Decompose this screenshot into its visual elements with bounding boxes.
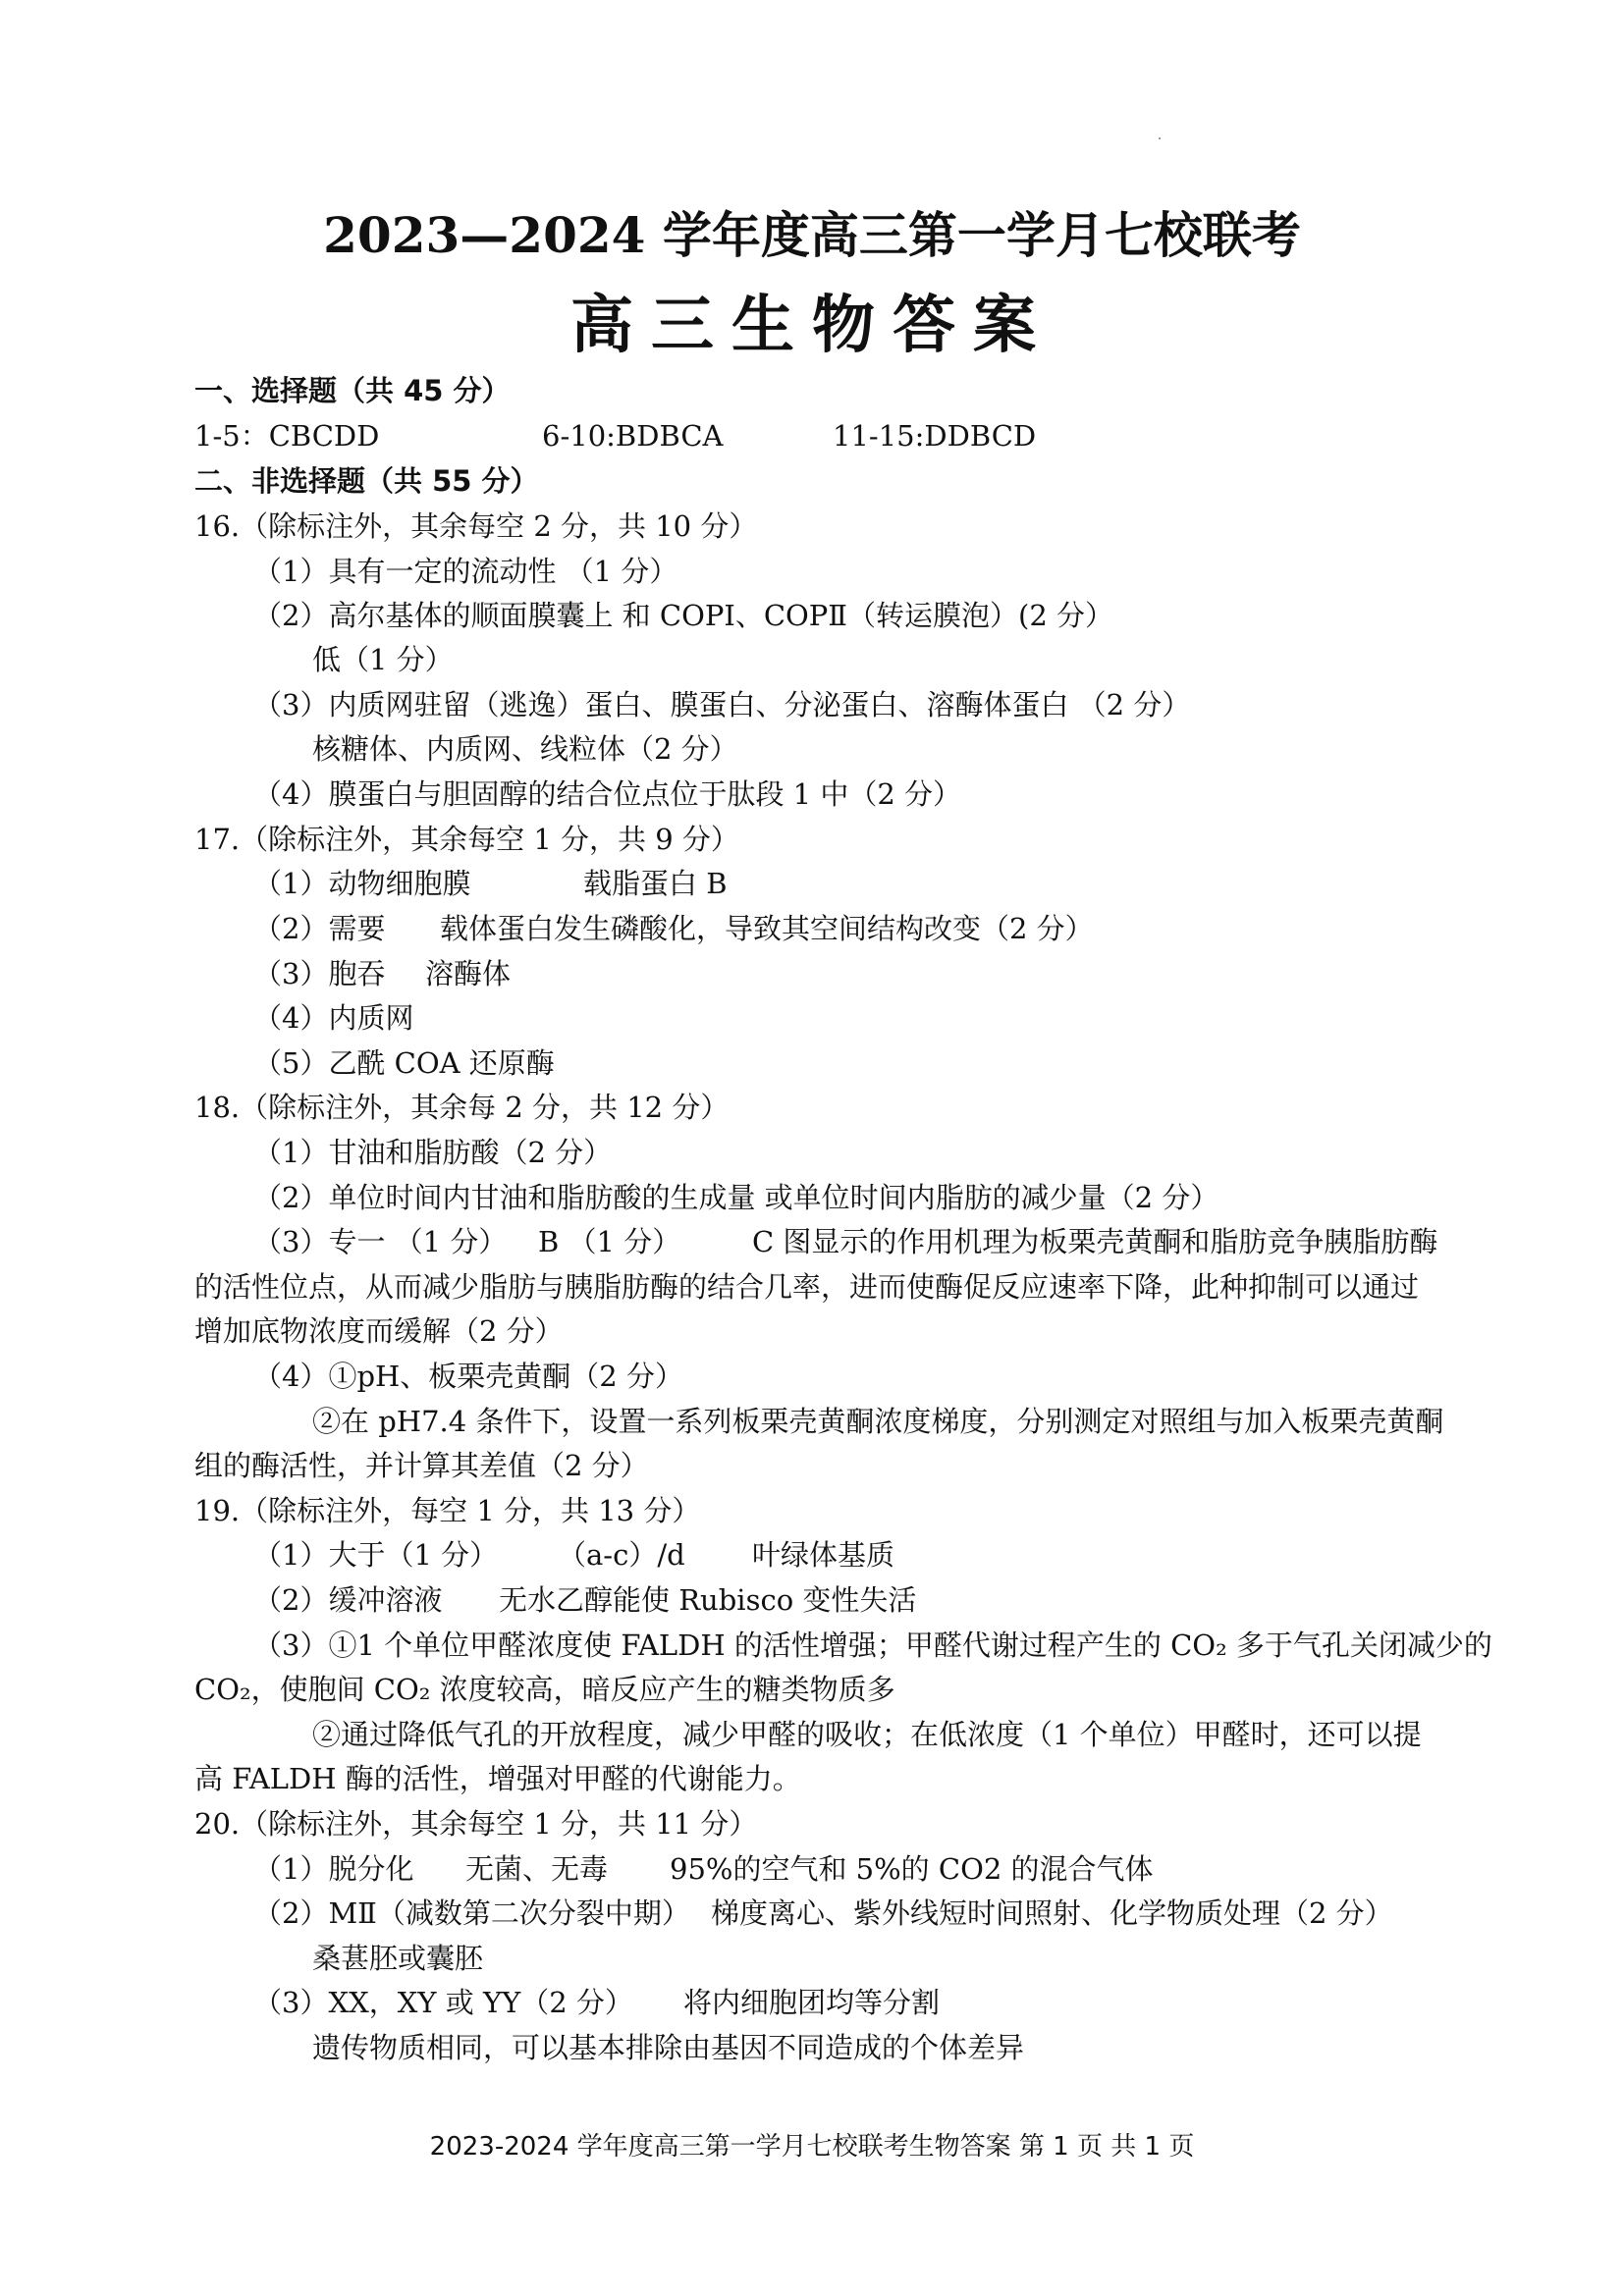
- q18-answer-2: （2）单位时间内甘油和脂肪酸的生成量 或单位时间内脂肪的减少量（2 分）: [253, 1181, 1219, 1214]
- q17-answer-5: （5）乙酰 COA 还原酶: [253, 1046, 555, 1080]
- q18-answer-3-part3: C 图显示的作用机理为板栗壳黄酮和脂肪竞争胰脂肪酶: [752, 1225, 1438, 1258]
- q18-answer-3-part1: （3）专一 （1 分）: [253, 1225, 508, 1258]
- q17-answer-1-value: 载脂蛋白 B: [583, 867, 728, 900]
- q19-answer-3-line4: 高 FALDH 酶的活性，增强对甲醛的代谢能力。: [194, 1762, 801, 1795]
- q19-answer-1-part2: （a-c）/d: [558, 1538, 685, 1572]
- part2-heading: 二、非选择题（共 55 分）: [194, 464, 539, 498]
- q16-heading: 16.（除标注外，其余每空 2 分，共 10 分）: [194, 509, 758, 543]
- q19-answer-3-line2: CO₂，使胞间 CO₂ 浓度较高，暗反应产生的糖类物质多: [194, 1673, 895, 1706]
- q18-answer-4-2: ②在 pH7.4 条件下，设置一系列板栗壳黄酮浓度梯度，分别测定对照组与加入板栗壳黄酮: [312, 1405, 1444, 1438]
- q20-answer-3: [253, 1983, 1432, 2022]
- q20-heading: 20.（除标注外，其余每空 1 分，共 11 分）: [194, 1807, 758, 1841]
- q17-answer-3: [253, 954, 1432, 993]
- q19-heading: 19.（除标注外，每空 1 分，共 13 分）: [194, 1494, 701, 1527]
- q20-answer-3b: 遗传物质相同，可以基本排除由基因不同造成的个体差异: [312, 2031, 1025, 2064]
- q20-answer-3-part1: （3）XX，XY 或 YY（2 分）: [253, 1986, 633, 2019]
- q16-answer-4: （4）膜蛋白与胆固醇的结合位点位于肽段 1 中（2 分）: [253, 777, 962, 811]
- q18-answer-3: [253, 1222, 1530, 1261]
- q17-answer-3-value: 溶酶体: [425, 957, 512, 990]
- choice-answers-row: [194, 416, 1471, 455]
- q19-answer-2: [253, 1580, 1432, 1620]
- q18-answer-4-1: （4）①pH、板栗壳黄酮（2 分）: [253, 1360, 683, 1393]
- q20-answer-3-part2: 将内细胞团均等分割: [683, 1986, 941, 2019]
- q20-answer-1-part1: （1）脱分化: [253, 1852, 414, 1886]
- q17-heading: 17.（除标注外，其余每空 1 分，共 9 分）: [194, 823, 739, 856]
- q19-answer-2-part2: 无水乙醇能使 Rubisco 变性失活: [499, 1583, 917, 1617]
- q17-answer-1-label: （1）动物细胞膜: [253, 867, 471, 900]
- q18-answer-4-3: 组的酶活性，并计算其差值（2 分）: [194, 1449, 649, 1482]
- q20-answer-1: [253, 1849, 1432, 1889]
- subject-title: 高三生物答案: [570, 290, 1054, 362]
- q20-answer-2b: 桑葚胚或囊胚: [312, 1942, 484, 1975]
- q18-answer-1: （1）甘油和脂肪酸（2 分）: [253, 1136, 613, 1169]
- q19-answer-3-line3: ②通过降低气孔的开放程度，减少甲醛的吸收；在低浓度（1 个单位）甲醛时，还可以提: [312, 1718, 1422, 1751]
- part1-heading: 一、选择题（共 45 分）: [194, 374, 511, 407]
- q17-answer-1: [253, 864, 1432, 903]
- page-footer: 2023-2024 学年度高三第一学月七校联考生物答案 第 1 页 共 1 页: [429, 2132, 1195, 2162]
- q17-answer-2: [253, 909, 1432, 948]
- q19-answer-1-part3: 叶绿体基质: [752, 1538, 895, 1572]
- q19-answer-1-part1: （1）大于（1 分）: [253, 1538, 499, 1572]
- q19-answer-3-line1: （3）①1 个单位甲醛浓度使 FALDH 的活性增强；甲醛代谢过程产生的 CO₂ 多于气孔关闭减少的: [253, 1629, 1492, 1662]
- q16-answer-2: （2）高尔基体的顺面膜囊上 和 COPⅠ、COPⅡ（转运膜泡）(2 分）: [253, 599, 1113, 632]
- choice-answer-6-10: 6-10:BDBCA: [542, 419, 724, 453]
- q19-answer-1: [253, 1535, 1432, 1575]
- choice-answer-1-5: 1-5：CBCDD: [194, 419, 380, 453]
- q17-answer-4: （4）内质网: [253, 1001, 414, 1035]
- choice-answer-11-15: 11-15:DDBCD: [833, 419, 1037, 453]
- q17-answer-2-label: （2）需要: [253, 912, 386, 945]
- q20-answer-2-part1: （2）MⅡ（减数第二次分裂中期）: [253, 1896, 690, 1930]
- q20-answer-2: [253, 1894, 1530, 1933]
- q20-answer-1-part2: 无菌、无毒: [465, 1852, 609, 1886]
- exam-title: 2023—2024 学年度高三第一学月七校联考: [323, 206, 1301, 264]
- q16-answer-1: （1）具有一定的流动性 （1 分）: [253, 555, 678, 588]
- q18-answer-3-cont-1: 的活性位点，从而减少脂肪与胰脂肪酶的结合几率，进而使酶促反应速率下降，此种抑制可以通过: [194, 1270, 1420, 1304]
- q16-answer-3b: 核糖体、内质网、线粒体（2 分）: [312, 732, 738, 766]
- q16-answer-2b: 低（1 分）: [312, 643, 454, 676]
- q17-answer-3-label: （3）胞吞: [253, 957, 386, 990]
- q18-heading: 18.（除标注外，其余每 2 分，共 12 分）: [194, 1091, 730, 1124]
- q19-answer-2-part1: （2）缓冲溶液: [253, 1583, 443, 1617]
- q18-answer-3-part2: B （1 分）: [538, 1225, 681, 1258]
- q16-answer-3: （3）内质网驻留（逃逸）蛋白、膜蛋白、分泌蛋白、溶酶体蛋白 （2 分）: [253, 688, 1191, 721]
- q18-answer-3-cont-2: 增加底物浓度而缓解（2 分）: [194, 1314, 564, 1348]
- scan-speck: [1159, 137, 1161, 139]
- q20-answer-1-part3: 95%的空气和 5%的 CO2 的混合气体: [670, 1852, 1154, 1886]
- q17-answer-2-value: 载体蛋白发生磷酸化，导致其空间结构改变（2 分）: [440, 912, 1094, 945]
- q20-answer-2-part2: 梯度离心、紫外线短时间照射、化学物质处理（2 分）: [711, 1896, 1393, 1930]
